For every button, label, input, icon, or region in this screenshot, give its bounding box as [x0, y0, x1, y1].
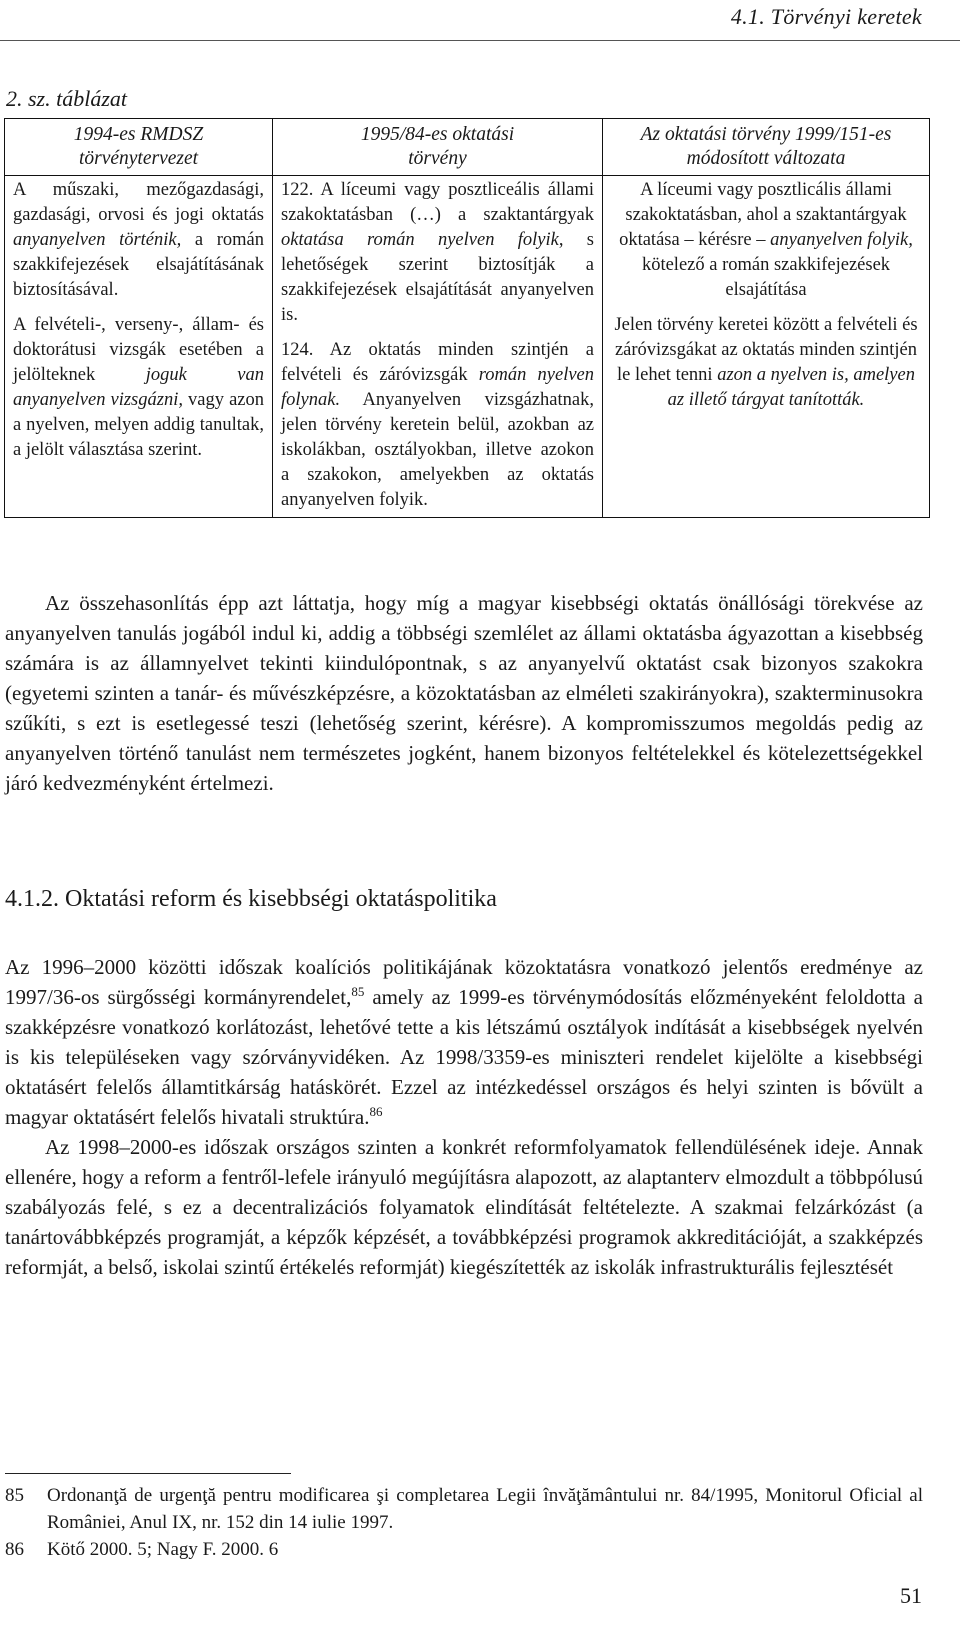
italic-text: román nyelven folynak.	[281, 365, 595, 410]
table-caption: 2. sz. táblázat	[6, 86, 128, 111]
cell-text: A műszaki, mezőgazdasági, gazdasági, orvosi és jogi oktatás	[13, 180, 264, 225]
table-row	[5, 176, 930, 518]
italic-text: oktatása román nyelven folyik	[281, 230, 559, 250]
column-header-1995: 1995/84-es oktatási törvény	[273, 119, 603, 176]
footnote-ref-85: 85	[351, 984, 365, 999]
cell-text: Anyanyelven vizsgázhatnak, jelen törvény keretein belül, azokban az iskolákban, osztályokban, illetve azokon a szakokon, amelyekben az oktatás anyanyelven folyik.	[281, 390, 594, 510]
italic-text: joguk van anyanyelven vizsgázni,	[13, 365, 264, 410]
body-paragraph-3: Az 1998–2000-es időszak országos szinten a konkrét reformfolyamatok fellendülésének ideje. Annak ellenére, hogy a reform a fentről-lefele irányuló megújításra alapozott, az alaptanterv elmozdult a többpólusú szabályozás felé, s ez a decentralizációs folyamatok elindítását feltételezte. A szakmai felzárkózást (a tanártovábbképzés programját, a képzők képzését, a továbbképzési programok akkreditációját, a szakképzés reformját, a belső, iskolai szintű értékelés reformját) kiegészítették az iskolák infrastrukturális fejlesztését	[5, 1135, 923, 1279]
running-head: 4.1. Törvényi keretek	[730, 4, 922, 29]
footnote-86: 86 Kötő 2000. 5; Nagy F. 2000. 6	[5, 1539, 279, 1560]
table-header-row	[5, 119, 930, 176]
cell-text: kötelező a román szakkifejezések elsajátítása	[641, 255, 891, 300]
cell-text: A felvételi-, verseny-, állam- és doktorátusi vizsgák esetében a jelölteknek	[13, 315, 264, 385]
footnote-85: 85 Ordonanţă de urgenţă pentru modificarea şi completarea Legii învăţământului nr. 84/1995, Monitorul Oficial al României, Anul IX, nr. 152 din 14 iulie 1997.	[5, 1485, 923, 1533]
header-rule	[0, 40, 960, 41]
column-header-1994: 1994-es RMDSZ törvénytervezet	[5, 119, 273, 176]
cell-text: A líceumi vagy posztlicális állami szakoktatásban, ahol a szaktantárgyak oktatása – kérésre –	[619, 180, 907, 250]
page-number: 51	[900, 1583, 922, 1608]
cell-text: 122. A líceumi vagy posztliceális állami szakoktatásban (…) a szaktantárgyak	[281, 180, 594, 225]
column-header-1999: Az oktatási törvény 1999/151-es módosított változata	[603, 119, 930, 176]
footnotes	[5, 1482, 923, 1563]
footnote-ref-86: 86	[369, 1104, 383, 1119]
body-paragraph-1: Az összehasonlítás épp azt láttatja, hogy míg a magyar kisebbségi oktatás önállósági törekvése az anyanyelven tanulás jogából indul ki, addig a többségi szemlélet az állami oktatásba ágyazottan a kisebbség számára is az államnyelvet tekinti kiindulópontnak, s az anyanyelvű oktatást csak bizonyos szakokra (egyetemi szinten a tanár- és művészképzésre, a közoktatásban az elméleti szakirányokra), szakterminusokra szűkíti, s ezt is esetlegessé teszi (lehetőség szerint, kérésre). A kompromisszumos megoldás pedig az anyanyelven történő tanulást nem természetes jogként, hanem bizonyos feltételekkel és kötelezettségekkel járó kedvezményként értelmezi.	[5, 591, 923, 795]
cell-text: a román szakkifejezések elsajátításának biztosításával.	[13, 230, 264, 300]
table-cell	[603, 176, 930, 518]
table-cell	[273, 176, 603, 518]
body-paragraph-2: Az 1996–2000 közötti időszak koalíciós politikájának közoktatásra vonatkozó jelentős eredménye az 1997/36-os sürgősségi kormányrendelet,$^{85}$ amely az 1999-es törvénymódosítás előzményeként feloldotta a szakképzésre vonatkozó korlátozást, lehetővé tette a kis létszámú osztályok indítását a kisebbségek nyelvén is kis településeken vagy szórványvidéken. Az 1998/3359-es miniszteri rendelet kijelölte a kisebbségi oktatásért felelős államtitkárság hatáskörét. Ezzel az intézkedéssel országos és helyi szinten is bővült a magyar oktatásért felelős hivatali struktúra.$^{86}$ Az 1998–2000-es időszak országos szinten a konkrét reformfolyamatok fellendülésének ideje. Annak ellenére, hogy a reform a fentről-lefele irányuló megújításra alapozott, az alaptanterv elmozdult a többpólusú szabályozás felé, s ez a decentralizációs folyamatok elindítását feltételezte. A szakmai felzárkózást (a tanártovábbképzés programját, a képzők képzését, a továbbképzési programok akkreditációját, a szakképzés reformját, a belső, iskolai szintű értékelés reformját) kiegészítették az iskolák infrastrukturális fejlesztését	[5, 952, 923, 1282]
section-heading: 4.1.2. Oktatási reform és kisebbségi oktatáspolitika	[5, 886, 497, 912]
cell-text: Jelen törvény keretei között a felvételi és záróvizsgákat az oktatás minden szintjén le lehet tenni	[614, 315, 918, 385]
cell-text: 124. Az oktatás minden szintjén a felvételi és záróvizsgák	[281, 340, 594, 385]
cell-text: , s lehetőségek szerint biztosítják a szakkifejezések elsajátítását anyanyelven is.	[281, 230, 595, 325]
italic-text: azon a nyelven is, amelyen az illető tárgyat tanították.	[667, 365, 915, 410]
italic-text: anyanyelven folyik,	[770, 230, 913, 250]
table-cell	[5, 176, 273, 518]
comparison-table	[4, 118, 930, 518]
cell-text: vagy azon a nyelven, melyen addig tanultak, a jelölt választása szerint.	[13, 390, 264, 460]
footnote-rule	[5, 1473, 291, 1474]
italic-text: anyanyelven történik,	[13, 230, 182, 250]
